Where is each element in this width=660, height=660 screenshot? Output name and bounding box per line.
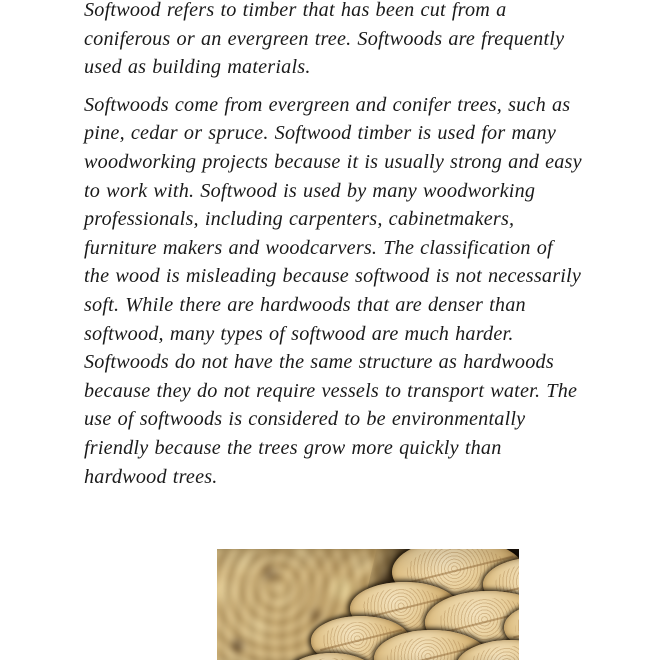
paragraph-2: Softwoods come from evergreen and conifer trees, such as pine, cedar or spruce. Softwood timber is used for many woodworking projects because it is usually strong and easy to work with. Softwood is used by many woodworking professionals, including carpenters, cabinetmakers, furniture makers and woodcarvers. The classification of the wood is misleading because softwood is not necessarily soft. While there are hardwoods that are denser than softwood, many types of softwood are much harder. Softwoods do not have the same structure as hardwoods because they do not require vessels to transport water. The use of softwoods is considered to be environmentally friendly because the trees grow more quickly than hardwood trees. bbox=[84, 93, 582, 488]
photo-canvas bbox=[217, 549, 519, 660]
stacked-softwood-logs-photo bbox=[217, 549, 519, 660]
paragraph-1: Softwood refers to timber that has been cut from a coniferous or an evergreen tree. Softwoods are frequently used as building materials. bbox=[84, 0, 565, 79]
article-body bbox=[84, 0, 584, 491]
